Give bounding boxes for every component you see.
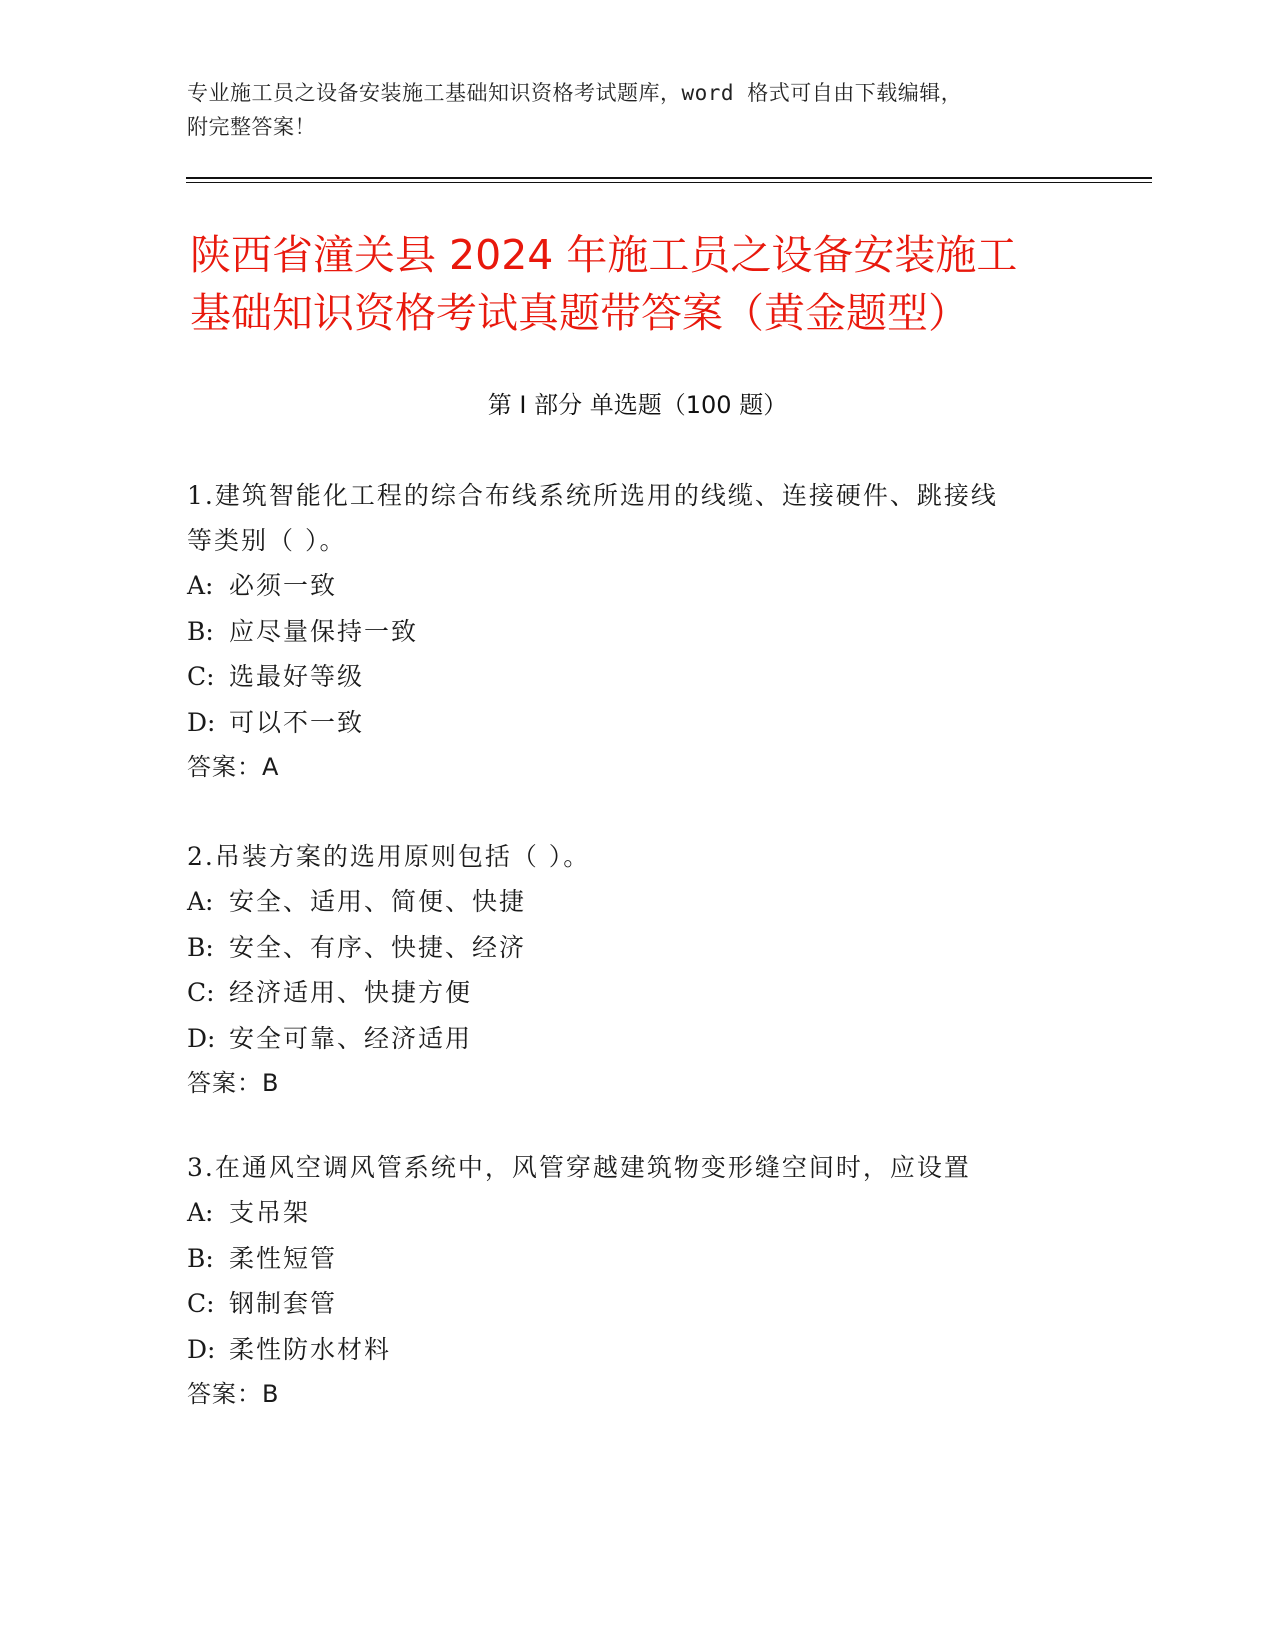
answer-value: A: [262, 753, 280, 781]
answer-line: [187, 1372, 1087, 1417]
question-1: [187, 473, 1087, 790]
answer-label: 答案：: [187, 1380, 262, 1408]
option-key: D:: [187, 1023, 216, 1053]
header-rule-thick: [186, 177, 1152, 179]
question-stem-continued: 等类别（ ）。: [187, 526, 347, 555]
answer-line: [187, 745, 1087, 790]
option-c: [187, 654, 1087, 700]
option-d: [187, 700, 1087, 746]
option-text: 必须一致: [229, 571, 338, 600]
option-key: D:: [187, 707, 216, 737]
document-title: [190, 226, 1130, 342]
option-key: A:: [187, 571, 214, 600]
option-c: [187, 1281, 1087, 1327]
header-note-line1: 专业施工员之设备安装施工基础知识资格考试题库，word 格式可自由下载编辑，: [187, 81, 963, 105]
option-text: 柔性防水材料: [229, 1334, 392, 1364]
option-text: 可以不一致: [229, 707, 365, 737]
option-key: A:: [187, 887, 214, 916]
option-text: 安全可靠、经济适用: [229, 1023, 473, 1053]
document-title-line1: 陕西省潼关县 2024 年施工员之设备安装施工: [190, 231, 1018, 279]
option-a: [187, 879, 1087, 925]
option-text: 经济适用、快捷方便: [229, 978, 473, 1007]
option-d: [187, 1327, 1087, 1373]
option-key: A:: [187, 1198, 214, 1227]
option-key: C:: [187, 662, 215, 691]
option-text: 选最好等级: [229, 662, 365, 691]
answer-label: 答案：: [187, 1069, 262, 1097]
header-rule-thin: [186, 182, 1152, 183]
answer-value: B: [262, 1069, 280, 1097]
option-text: 安全、适用、简便、快捷: [229, 887, 527, 916]
option-a: [187, 563, 1087, 609]
option-key: B:: [187, 932, 214, 962]
question-stem: 3.在通风空调风管系统中，风管穿越建筑物变形缝空间时，应设置: [187, 1153, 971, 1182]
option-text: 应尽量保持一致: [229, 616, 419, 646]
option-text: 柔性短管: [229, 1243, 338, 1273]
question-stem: 1.建筑智能化工程的综合布线系统所选用的线缆、连接硬件、跳接线: [187, 481, 998, 510]
document-title-line2: 基础知识资格考试真题带答案（黄金题型）: [190, 289, 969, 337]
question-3: [187, 1145, 1087, 1417]
option-d: [187, 1016, 1087, 1062]
option-c: [187, 970, 1087, 1016]
option-a: [187, 1190, 1087, 1236]
question-stem: 2.吊装方案的选用原则包括（ ）。: [187, 842, 591, 871]
answer-label: 答案：: [187, 753, 262, 781]
option-key: C:: [187, 1289, 215, 1318]
option-text: 钢制套管: [229, 1289, 338, 1318]
answer-line: [187, 1061, 1087, 1106]
option-text: 支吊架: [229, 1198, 311, 1227]
header-note-line2: 附完整答案！: [187, 115, 316, 139]
question-2: [187, 834, 1087, 1106]
option-text: 安全、有序、快捷、经济: [229, 932, 527, 962]
section-title: 第 I 部分 单选题（100 题）: [487, 391, 788, 419]
answer-value: B: [262, 1380, 280, 1408]
option-b: [187, 609, 1087, 655]
option-b: [187, 925, 1087, 971]
header-note: [187, 76, 1087, 144]
option-key: D:: [187, 1334, 216, 1364]
option-key: C:: [187, 978, 215, 1007]
option-key: B:: [187, 1243, 214, 1273]
option-b: [187, 1236, 1087, 1282]
option-key: B:: [187, 616, 214, 646]
